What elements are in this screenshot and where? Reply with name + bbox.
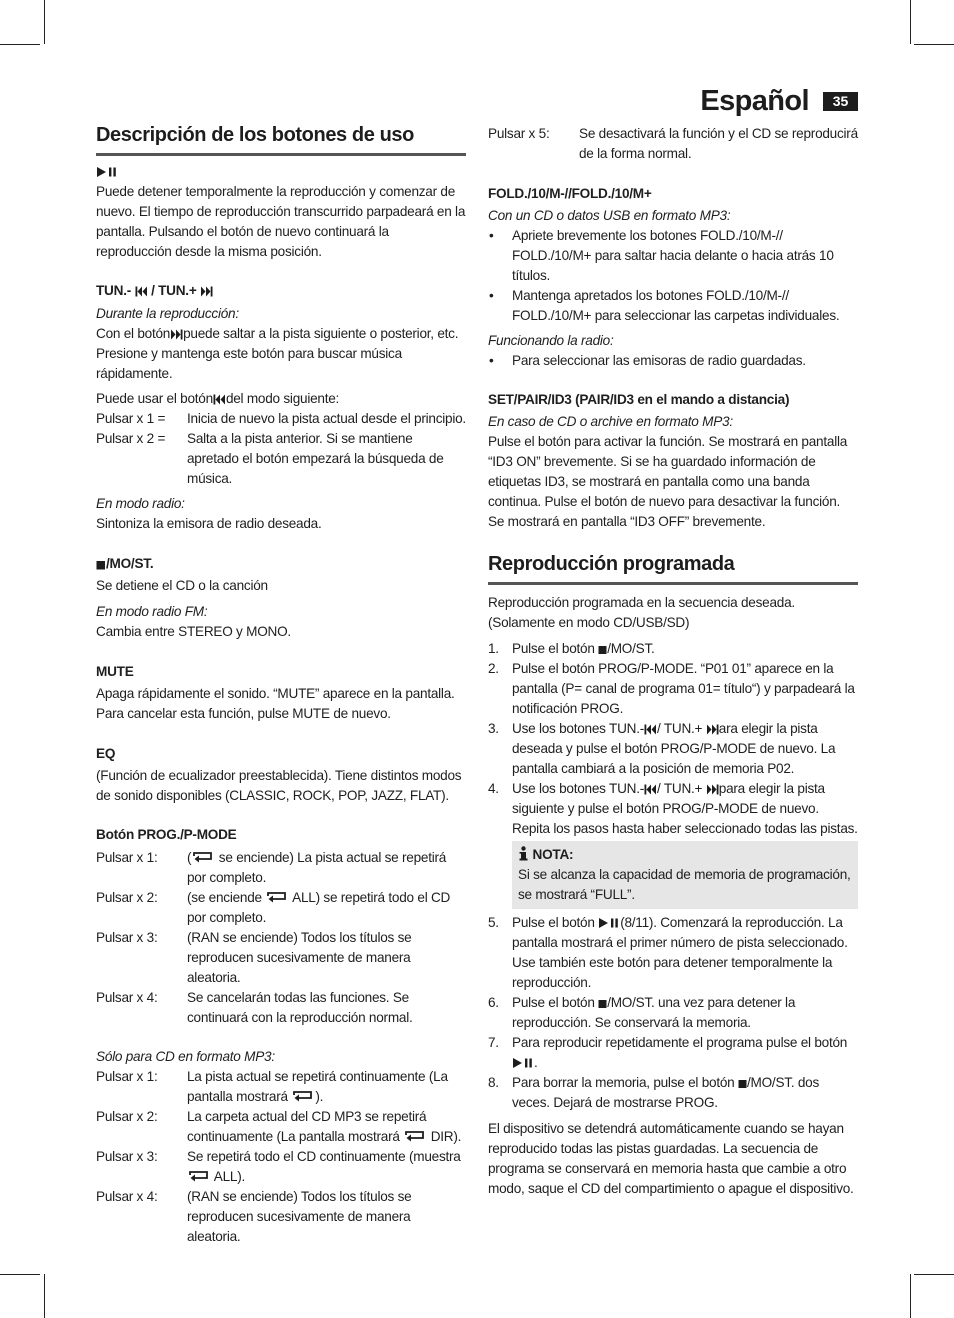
stop-icon <box>96 560 106 570</box>
mo-st-fm-label: En modo radio FM: <box>96 604 208 619</box>
mo-st-text: Se detiene el CD o la canción <box>96 578 268 593</box>
set-heading: SET/PAIR/ID3 (PAIR/ID3 en el mando a distancia) <box>488 392 790 407</box>
tun-line1-a: Con el botón <box>96 326 171 341</box>
next-track-icon <box>170 329 183 340</box>
crop-mark <box>910 0 911 44</box>
prog-row <box>96 988 466 1028</box>
step-text: Use los botones TUN.- <box>512 781 645 796</box>
next-track-icon <box>706 784 719 795</box>
row-text: Se cancelarán todas las funciones. Se continuará con la reproducción normal. <box>187 990 413 1025</box>
crop-mark <box>910 1274 911 1318</box>
row-label: Pulsar x 3: <box>96 930 158 945</box>
step-text: Pulse el botón <box>512 915 599 930</box>
row-label: Pulsar x 2: <box>96 890 158 905</box>
mute-text: Apaga rápidamente el sonido. “MUTE” aparece en la pantalla. Para cancelar esta función, pulse MUTE de nuevo. <box>96 686 455 721</box>
tun-minus-label: TUN.- <box>96 283 131 298</box>
repeat-icon <box>265 890 289 904</box>
tun-line2-a: Puede usar el botón <box>96 391 213 406</box>
repeat-icon <box>191 850 215 864</box>
prog-row <box>96 848 466 888</box>
step-text: Para reproducir repetidamente el programa pulse el botón <box>512 1035 848 1050</box>
info-icon <box>518 846 529 861</box>
step-text: Pulse el botón PROG/P-MODE. “P01 01” aparece en la pantalla (P= canal de programa 01= título“) y parpadeará la notificación PROG. <box>512 661 855 716</box>
prog-row <box>96 928 466 988</box>
list-item: • Para seleccionar las emisoras de radio guardadas. <box>488 351 858 371</box>
row-value: Salta a la pista anterior. Si se mantiene apretado el botón empezará la búsqueda de música. <box>187 431 444 486</box>
row-text: ALL). <box>211 1169 246 1184</box>
row-text: ( <box>187 850 192 865</box>
prog-heading: Botón PROG./P-MODE <box>96 827 237 842</box>
step-text: /MO/ST. una vez para detener la reproducción. Se conservará la memoria. <box>512 995 796 1030</box>
list-item <box>488 913 858 993</box>
step-text: Use los botones TUN.- <box>512 721 645 736</box>
row-label: Pulsar x 2: <box>96 1109 158 1124</box>
list-item <box>488 1073 858 1113</box>
stop-icon <box>598 999 607 1009</box>
row-text: ALL) se repetirá todo el CD por completo. <box>187 890 451 925</box>
play-pause-heading <box>96 162 466 182</box>
tun-line2-b: del modo siguiente: <box>225 391 340 406</box>
fold-radio-label: Funcionando la radio: <box>488 333 614 348</box>
step-text: Pulse el botón <box>512 641 599 656</box>
list-item <box>488 639 858 659</box>
prog-row <box>96 888 466 928</box>
mute-heading: MUTE <box>96 664 134 679</box>
prog-mp3-row <box>96 1067 466 1107</box>
step-number: 3. <box>488 721 499 736</box>
row-label: Pulsar x 4: <box>96 1189 158 1204</box>
step-text: Pulse el botón <box>512 995 599 1010</box>
step-number: 8. <box>488 1075 499 1090</box>
repeat-icon <box>291 1089 315 1103</box>
step-text: / TUN.+ <box>657 721 703 736</box>
tun-radio-text: Sintoniza la emisora de radio deseada. <box>96 516 322 531</box>
prog-closing: El dispositivo se detendrá automáticamente cuando se hayan reproducido todas las pistas guardadas. La secuencia de programa se conservará en memoria hasta que cambie a otro modo, saque el CD del compartimiento o apague el dispositivo. <box>488 1121 854 1196</box>
prog-steps-2 <box>488 913 858 1113</box>
fold-heading: FOLD./10/M-//FOLD./10/M+ <box>488 186 652 201</box>
fold-radio-list <box>488 351 858 371</box>
previous-track-icon <box>644 784 657 795</box>
row-text: La carpeta actual del CD MP3 se repetirá continuamente (La pantalla mostrará <box>187 1109 427 1144</box>
step-text: /MO/ST. <box>607 641 655 656</box>
tun-row <box>96 429 466 489</box>
crop-mark <box>0 44 40 45</box>
row-text: se enciende) La pista actual se repetirá por completo. <box>187 850 447 885</box>
crop-mark <box>914 44 954 45</box>
tun-heading <box>96 281 466 301</box>
row-label: Pulsar x 1 = <box>96 411 166 426</box>
step-number: 7. <box>488 1035 499 1050</box>
left-column <box>96 122 466 1247</box>
stop-icon <box>598 645 607 655</box>
page-language-heading: Español <box>700 85 809 117</box>
row-text: (se enciende <box>187 890 266 905</box>
step-number: 5. <box>488 915 499 930</box>
row-label: Pulsar x 4: <box>96 990 158 1005</box>
previous-track-icon <box>135 286 148 297</box>
mo-st-label: /MO/ST. <box>106 556 154 571</box>
row-text: Se repetirá todo el CD continuamente (muestra <box>187 1149 461 1164</box>
prog-mp3-row <box>96 1187 466 1247</box>
note-title-text: NOTA: <box>532 847 574 862</box>
row-text: DIR). <box>427 1129 462 1144</box>
row-label: Pulsar x 1: <box>96 1069 158 1084</box>
play-pause-icon <box>598 917 620 929</box>
repeat-icon <box>187 1169 211 1183</box>
stop-icon <box>738 1079 747 1089</box>
row-text: La pista actual se repetirá continuamente (La pantalla mostrará <box>187 1069 448 1104</box>
list-item <box>488 659 858 719</box>
row-value: Inicia de nuevo la pista actual desde el principio. <box>187 411 466 426</box>
crop-mark <box>914 1274 954 1275</box>
tun-row <box>96 409 466 429</box>
step-text: ara elegir la pista deseada y pulse el botón PROG/P-MODE de nuevo. La pantalla cambiará a la posición de memoria P02. <box>512 721 836 776</box>
next-track-icon <box>200 286 213 297</box>
previous-track-icon <box>644 724 657 735</box>
tun-line1 <box>96 324 466 384</box>
list-item: • Apriete brevemente los botones FOLD./10/M-// FOLD./10/M+ para saltar hacia delante o hacia atrás 10 títulos. <box>488 226 858 286</box>
prog-mp3-row <box>96 1107 466 1147</box>
play-pause-icon <box>512 1057 534 1069</box>
mo-st-heading <box>96 554 466 574</box>
crop-mark <box>0 1274 40 1275</box>
crop-mark <box>44 1274 45 1318</box>
tun-plus-label: / TUN.+ <box>151 283 197 298</box>
step-text: para elegir la pista siguiente y pulse el botón PROG/P-MODE de nuevo. Repita los pasos hasta haber seleccionado todas las pistas. <box>512 781 858 836</box>
step-text: / TUN.+ <box>657 781 703 796</box>
row-label: Pulsar x 5: <box>488 126 550 141</box>
row-label: Pulsar x 2 = <box>96 431 166 446</box>
list-item: • Mantenga apretados los botones FOLD./10/M-// FOLD./10/M+ para seleccionar las carpetas individuales. <box>488 286 858 326</box>
set-label: En caso de CD o archive en formato MP3: <box>488 414 733 429</box>
crop-mark <box>44 0 45 44</box>
page-number: 35 <box>823 92 858 111</box>
step-text: . <box>534 1055 538 1070</box>
row-text: (RAN se enciende) Todos los títulos se reproducen sucesivamente de manera aleatoria. <box>187 930 412 985</box>
step-number: 1. <box>488 641 499 656</box>
section-title-buttons: Descripción de los botones de uso <box>96 122 466 156</box>
section-title-programmed: Reproducción programada <box>488 551 858 585</box>
note-box <box>512 841 858 909</box>
tun-radio-label: En modo radio: <box>96 496 185 511</box>
list-item <box>488 1033 858 1073</box>
prog-mp3-row <box>96 1147 466 1187</box>
next-track-icon <box>706 724 719 735</box>
step-number: 4. <box>488 781 499 796</box>
play-pause-icon <box>96 166 118 178</box>
note-title <box>518 845 852 865</box>
prog-mp3-label: Sólo para CD en formato MP3: <box>96 1049 275 1064</box>
set-text: Pulse el botón para activar la función. Se mostrará en pantalla “ID3 ON” brevemente. Si se ha guardado información de etiquetas ID3, se mostrará en pantalla como una banda continua. Pulse el botón de nuevo para desactivar la función. Se mostrará en pantalla “ID3 OFF” brevemente. <box>488 434 848 529</box>
row-label: Pulsar x 1: <box>96 850 158 865</box>
eq-text: (Función de ecualizador preestablecida). Tiene distintos modos de sonido disponibles (CLASSIC, ROCK, POP, JAZZ, FLAT). <box>96 768 462 803</box>
fold-bullet-list <box>488 226 858 326</box>
previous-track-icon <box>213 394 226 405</box>
row-text: (RAN se enciende) Todos los títulos se reproducen sucesivamente de manera aleatoria. <box>187 1189 412 1244</box>
list-item <box>488 719 858 779</box>
row-label: Pulsar x 3: <box>96 1149 158 1164</box>
prog-steps <box>488 639 858 839</box>
prog-intro: Reproducción programada en la secuencia deseada. (Solamente en modo CD/USB/SD) <box>488 595 795 630</box>
tun-line1-b: puede saltar a la pista siguiente o posterior, etc. Presione y mantenga este botón para buscar música rápidamente. <box>96 326 459 381</box>
step-number: 2. <box>488 661 499 676</box>
list-item <box>488 779 858 839</box>
row-text: ). <box>315 1089 324 1104</box>
note-text: Si se alcanza la capacidad de memoria de programación, se mostrará “FULL”. <box>518 867 851 902</box>
eq-heading: EQ <box>96 746 116 761</box>
x5-row <box>488 124 858 164</box>
step-number: 6. <box>488 995 499 1010</box>
step-text: Para borrar la memoria, pulse el botón <box>512 1075 738 1090</box>
fold-mp3-label: Con un CD o datos USB en formato MP3: <box>488 208 731 223</box>
step-text: (8/11). Comenzará la reproducción. La pantalla mostrará el primer número de pista seleccionado. Use también este botón para detener temporalmente la reproducción. <box>512 915 848 990</box>
right-column <box>488 124 858 1199</box>
step-text: /MO/ST. dos veces. Dejará de mostrarse PROG. <box>512 1075 820 1110</box>
list-item <box>488 993 858 1033</box>
tun-line2 <box>96 389 466 409</box>
mo-st-fm-text: Cambia entre STEREO y MONO. <box>96 624 291 639</box>
play-pause-text: Puede detener temporalmente la reproducción y comenzar de nuevo. El tiempo de reproducción transcurrido parpadeará en la pantalla. Pulsando el botón de nuevo continuará la reproducción desde la misma posición. <box>96 184 466 259</box>
repeat-icon <box>403 1129 427 1143</box>
tun-during-label: Durante la reproducción: <box>96 306 239 321</box>
row-value: Se desactivará la función y el CD se reproducirá de la forma normal. <box>579 126 858 161</box>
